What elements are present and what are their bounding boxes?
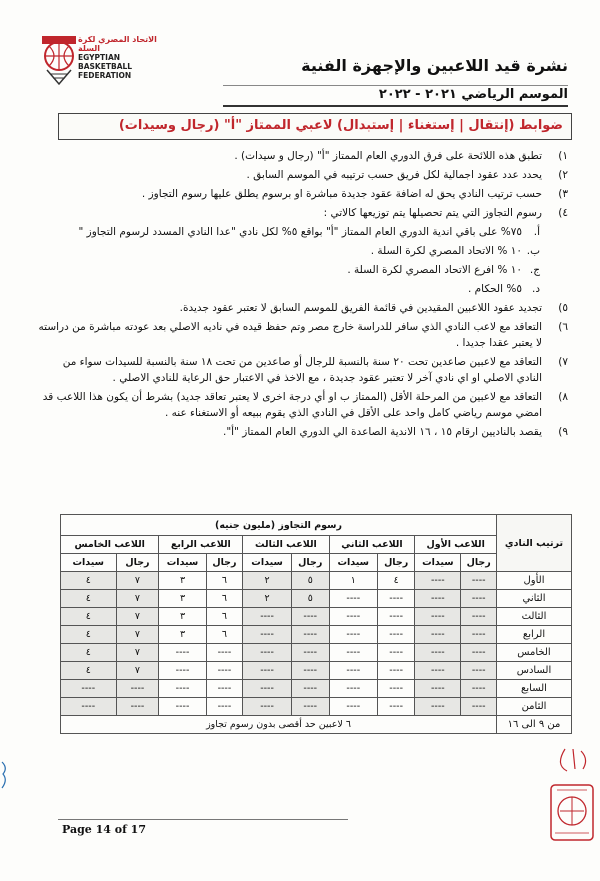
rule-item — [38, 319, 568, 351]
rank-cell: السادس — [497, 662, 572, 680]
fee-cell: ٣ — [159, 590, 206, 608]
fee-cell: ---- — [291, 662, 329, 680]
table-row — [61, 698, 572, 716]
rule-item — [38, 148, 568, 164]
fees-header: رسوم التجاوز (مليون جنيه) — [61, 515, 497, 536]
fee-cell: ---- — [159, 662, 206, 680]
women-header: سيدات — [159, 554, 206, 572]
fee-cell: ٧ — [116, 608, 159, 626]
fee-cell: ---- — [329, 626, 377, 644]
fee-cell: ---- — [291, 608, 329, 626]
fee-cell: ---- — [415, 572, 461, 590]
fee-cell: ٦ — [206, 608, 243, 626]
fee-cell: ---- — [291, 626, 329, 644]
fee-cell: ٤ — [377, 572, 414, 590]
rule-text: التعاقد مع لاعبين صاعدين تحت ٢٠ سنة بالنسبة للرجال أو صاعدين من تحت ١٨ سنة بالنسبة للسيدات سواء من النادي الاصلي او اي نادي آخر لا تعتبر عقود جديدة ، مع الاخذ في الاعتبار حق الرعاية للنادي الاصلي . — [62, 356, 542, 384]
rules-list — [38, 148, 568, 443]
sub-text: ١٠ % الاتحاد المصري لكرة السلة . — [370, 245, 522, 257]
fee-cell: ---- — [377, 680, 414, 698]
logo-english-2: FEDERATION — [78, 71, 132, 80]
rank-cell: السابع — [497, 680, 572, 698]
rule-number: ٢) — [558, 169, 568, 181]
fee-cell: ٦ — [206, 590, 243, 608]
fee-cell: ---- — [461, 590, 497, 608]
fee-cell: ٤ — [61, 572, 117, 590]
fee-cell: ٢ — [243, 590, 292, 608]
section-title: ضوابط (إنتقال | إستغناء | إستبدال) لاعبي الممتاز "أ" (رجال وسيدات) — [118, 118, 563, 133]
sub-text: ٧٥% على باقي اندية الدوري العام الممتاز "أ" بواقع ٥% لكل نادي "عدا النادي المسدد لرسوم التجاوز " — [78, 226, 522, 238]
player-3-header: اللاعب الثالث — [243, 536, 329, 554]
sub-text: ٥% الحكام . — [467, 283, 522, 295]
fee-cell: ---- — [61, 680, 117, 698]
fee-cell: ٤ — [61, 626, 117, 644]
fee-cell: ٧ — [116, 572, 159, 590]
logo-arabic: الاتحاد المصري لكرة السلة — [78, 35, 157, 53]
rule-item — [38, 167, 568, 183]
rule-item — [38, 300, 568, 316]
fee-cell: ---- — [415, 662, 461, 680]
fee-cell: ---- — [116, 680, 159, 698]
fee-cell: ---- — [415, 680, 461, 698]
sub-letter: ب. — [526, 245, 540, 257]
season-label: الموسم الرياضي ٢٠٢١ - ٢٠٢٢ — [378, 87, 568, 102]
women-header: سيدات — [329, 554, 377, 572]
fee-cell: ---- — [377, 590, 414, 608]
fee-cell: ---- — [461, 608, 497, 626]
fee-cell: ---- — [329, 662, 377, 680]
fee-cell: ---- — [415, 644, 461, 662]
fee-cell: ٦ — [206, 626, 243, 644]
rule-number: ٣) — [558, 188, 568, 200]
fee-cell: ---- — [415, 698, 461, 716]
fee-cell: ---- — [159, 644, 206, 662]
rule-text: تطبق هذه اللائحة على فرق الدوري العام الممتاز "أ" (رجال و سيدات) . — [234, 150, 542, 162]
fee-cell: ---- — [206, 698, 243, 716]
table-row — [61, 680, 572, 698]
federation-stamp-icon — [545, 745, 597, 855]
women-header: سيدات — [415, 554, 461, 572]
fee-cell: ---- — [415, 590, 461, 608]
rule-item — [38, 424, 568, 440]
fee-cell: ---- — [291, 680, 329, 698]
rule-number: ١) — [558, 150, 568, 162]
fee-cell: ---- — [116, 698, 159, 716]
fee-cell: ٢ — [243, 572, 292, 590]
rule-item — [38, 354, 568, 386]
fee-cell: ---- — [243, 626, 292, 644]
table-row — [61, 662, 572, 680]
fee-cell: ---- — [291, 644, 329, 662]
table-row-last — [61, 716, 572, 734]
rule-text: التعاقد مع لاعب النادي الذي سافر للدراسة خارج مصر وتم حفظ قيده في ناديه الاصلي بعد عودته مباشرة من دراسته لا يعتبر عقدا جديدا . — [38, 321, 542, 349]
fee-cell: ---- — [329, 590, 377, 608]
fee-cell: ٥ — [291, 572, 329, 590]
season-bar — [223, 85, 568, 107]
sub-item — [38, 243, 568, 259]
fee-cell: ---- — [415, 608, 461, 626]
fee-cell: ---- — [159, 680, 206, 698]
table-row — [61, 608, 572, 626]
table-row — [61, 572, 572, 590]
fees-table — [60, 514, 572, 734]
document-title: نشرة قيد اللاعبين والإجهزة الفنية — [301, 56, 568, 75]
sub-letter: د. — [531, 283, 540, 295]
fee-cell: ---- — [206, 662, 243, 680]
sub-text: ١٠ % افرع الاتحاد المصري لكرة السلة . — [347, 264, 522, 276]
fee-cell: ---- — [461, 644, 497, 662]
fee-cell: ---- — [329, 698, 377, 716]
rank-cell: الثاني — [497, 590, 572, 608]
fee-cell: ---- — [206, 644, 243, 662]
fee-cell: ---- — [461, 680, 497, 698]
fee-cell: ---- — [159, 698, 206, 716]
fees-table-body — [61, 572, 572, 716]
rule-number: ٧) — [558, 356, 568, 368]
men-header: رجال — [377, 554, 414, 572]
fee-cell: ٥ — [291, 590, 329, 608]
logo-text — [78, 35, 168, 80]
fee-cell: ---- — [243, 698, 292, 716]
fee-cell: ٧ — [116, 662, 159, 680]
fee-cell: ---- — [377, 626, 414, 644]
footer-divider — [58, 819, 348, 820]
fee-cell: ---- — [461, 626, 497, 644]
rule-number: ٤) — [558, 207, 568, 219]
fee-cell: ---- — [377, 608, 414, 626]
rank-cell: الخامس — [497, 644, 572, 662]
men-header: رجال — [116, 554, 159, 572]
section-title-box — [58, 113, 572, 140]
fee-cell: ---- — [461, 572, 497, 590]
player-1-header: اللاعب الأول — [415, 536, 497, 554]
club-rank-header: ترتيب النادي — [497, 515, 572, 572]
fee-cell: ---- — [206, 680, 243, 698]
scan-mark-icon — [0, 760, 10, 790]
fee-cell: ٣ — [159, 608, 206, 626]
fee-cell: ١ — [329, 572, 377, 590]
rule-text: تجديد عقود اللاعبين المقيدين في قائمة الفريق للموسم السابق لا تعتبر عقود جديدة. — [179, 302, 542, 314]
fee-cell: ٧ — [116, 644, 159, 662]
women-header: سيدات — [61, 554, 117, 572]
fee-cell: ---- — [329, 608, 377, 626]
sub-item — [38, 224, 568, 240]
fee-cell: ٤ — [61, 644, 117, 662]
fee-cell: ---- — [61, 698, 117, 716]
fee-cell: ---- — [461, 698, 497, 716]
rank-cell: الثالث — [497, 608, 572, 626]
fee-cell: ---- — [377, 662, 414, 680]
rank-cell: من ٩ الى ١٦ — [497, 716, 572, 734]
fee-cell: ٧ — [116, 590, 159, 608]
rank-cell: الأول — [497, 572, 572, 590]
rank-cell: الثامن — [497, 698, 572, 716]
rule-item — [38, 186, 568, 202]
logo-english-1: EGYPTIAN BASKETBALL — [78, 53, 133, 71]
last-row-note: ٦ لاعبين حد أقصى بدون رسوم تجاوز — [61, 716, 497, 734]
fee-cell: ٤ — [61, 590, 117, 608]
rule-item — [38, 205, 568, 221]
table-row — [61, 644, 572, 662]
fee-cell: ---- — [461, 662, 497, 680]
fee-cell: ٤ — [61, 608, 117, 626]
rule-text: يقصد بالناديين ارقام ١٥ ، ١٦ الاندية الصاعدة الي الدوري العام الممتاز "أ". — [223, 426, 542, 438]
player-5-header: اللاعب الخامس — [61, 536, 159, 554]
rank-cell: الرابع — [497, 626, 572, 644]
player-4-header: اللاعب الرابع — [159, 536, 243, 554]
fee-cell: ---- — [377, 698, 414, 716]
sub-letter: ج. — [529, 264, 540, 276]
fee-cell: ---- — [377, 644, 414, 662]
fee-cell: ---- — [415, 626, 461, 644]
sub-letter: أ. — [533, 226, 540, 238]
fee-cell: ---- — [329, 644, 377, 662]
fee-cell: ---- — [243, 662, 292, 680]
rule-text: التعاقد مع لاعبين من المرحلة الأقل (الممتاز ب او أي درجة اخرى لا يعتبر تعاقد جديد) بشرط أن يكون هذا اللاعب قد امضي موسم رياضي كامل واحد على الأقل في النادي الذي يقوم ببيعه أو الاستغناء عنه . — [42, 391, 542, 419]
rule-number: ٦) — [558, 321, 568, 333]
fee-cell: ---- — [243, 644, 292, 662]
fee-cell: ---- — [243, 680, 292, 698]
fee-cell: ---- — [329, 680, 377, 698]
sub-item — [38, 262, 568, 278]
table-row — [61, 626, 572, 644]
fee-cell: ٣ — [159, 572, 206, 590]
fee-cell: ---- — [291, 698, 329, 716]
fee-cell: ---- — [243, 608, 292, 626]
fee-cell: ٧ — [116, 626, 159, 644]
table-row — [61, 590, 572, 608]
sub-item — [38, 281, 568, 297]
rule-text: رسوم التجاوز التي يتم تحصيلها يتم توزيعها كالاتي : — [323, 207, 542, 219]
men-header: رجال — [206, 554, 243, 572]
rule-text: حسب ترتيب النادي يحق له اضافة عقود جديدة مباشرة او برسوم يطلق عليها رسوم التجاوز . — [141, 188, 542, 200]
rule-text: يحدد عدد عقود اجمالية لكل فريق حسب ترتيبه في الموسم السابق . — [246, 169, 542, 181]
player-2-header: اللاعب الثاني — [329, 536, 415, 554]
women-header: سيدات — [243, 554, 292, 572]
men-header: رجال — [461, 554, 497, 572]
fee-cell: ٤ — [61, 662, 117, 680]
rule-item — [38, 389, 568, 421]
page-number: Page 14 of 17 — [62, 823, 146, 836]
rule-number: ٨) — [558, 391, 568, 403]
fee-cell: ٣ — [159, 626, 206, 644]
fee-cell: ٦ — [206, 572, 243, 590]
rule-number: ٥) — [558, 302, 568, 314]
men-header: رجال — [291, 554, 329, 572]
rule-number: ٩) — [558, 426, 568, 438]
